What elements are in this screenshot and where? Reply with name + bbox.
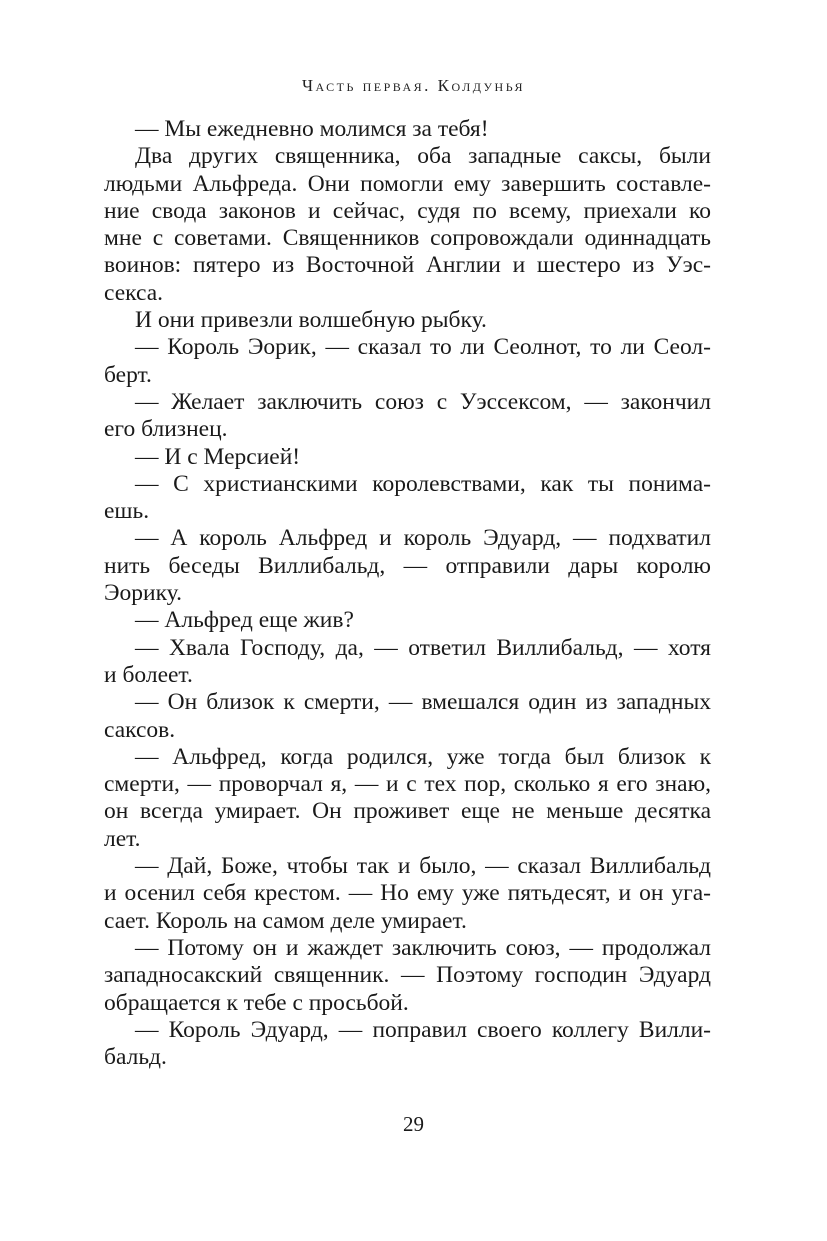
paragraph — [104, 635, 711, 690]
text-line: его близнец. — [104, 416, 228, 443]
text-line: — Король Эорик, — сказал то ли Сеолнот, то ли Сеол- — [135, 334, 711, 361]
text-line: Два других священника, оба западные саксы, были — [135, 143, 711, 170]
text-line: воинов: пятеро из Восточной Англии и шестеро из Уэс- — [104, 252, 711, 279]
paragraph — [104, 853, 711, 935]
paragraph — [104, 334, 711, 389]
paragraph — [104, 389, 711, 444]
text-line: саксов. — [104, 716, 176, 743]
text-line: лет. — [104, 825, 141, 852]
text-line: и болеет. — [104, 661, 193, 688]
text-line: ние свода законов и сейчас, судя по всему, приехали ко — [104, 197, 711, 224]
text-line: нить беседы Виллибальд, — отправили дары королю — [104, 552, 711, 579]
text-line: сает. Король на самом деле умирает. — [104, 907, 467, 934]
paragraph — [104, 444, 711, 471]
paragraph — [104, 1017, 711, 1072]
running-head: Часть первая. Колдунья — [302, 76, 525, 95]
paragraph — [104, 116, 711, 143]
text-line: — Мы ежедневно молимся за тебя! — [135, 116, 489, 142]
text-line: он всегда умирает. Он проживет еще не меньше десятка — [104, 798, 711, 825]
text-line: — Хвала Господу, да, — ответил Виллибальд, — хотя — [135, 634, 711, 661]
text-line: мне с советами. Священников сопровождали одиннадцать — [104, 225, 711, 252]
text-line: смерти, — проворчал я, — и с тех пор, сколько я его знаю, — [104, 771, 711, 798]
text-line: — Король Эдуард, — поправил своего коллегу Вилли- — [135, 1016, 711, 1043]
page-number: 29 — [403, 1112, 424, 1136]
text-line: секса. — [104, 279, 164, 306]
paragraph — [104, 143, 711, 307]
paragraph — [104, 935, 711, 1017]
text-line: — Желает заключить союз с Уэссексом, — закончил — [135, 388, 711, 415]
text-line: ешь. — [104, 498, 150, 525]
paragraph — [104, 307, 711, 334]
text-line: И они привезли волшебную рыбку. — [135, 307, 487, 334]
text-line: бальд. — [104, 1044, 167, 1071]
paragraph — [104, 689, 711, 744]
text-line: — Он близок к смерти, — вмешался один из западных — [135, 689, 711, 716]
body-text — [104, 116, 711, 1071]
text-line: Эорику. — [104, 580, 182, 607]
paragraph — [104, 607, 711, 634]
text-line: — С христианскими королевствами, как ты понима- — [135, 470, 711, 497]
text-line: — Альфред еще жив? — [135, 607, 354, 634]
text-line: и осенил себя крестом. — Но ему уже пятьдесят, и он уга- — [104, 880, 711, 907]
text-line: — А король Альфред и король Эдуард, — подхватил — [135, 525, 711, 552]
paragraph — [104, 525, 711, 607]
text-line: людьми Альфреда. Они помогли ему завершить составле- — [104, 170, 711, 197]
text-line: обращается к тебе с просьбой. — [104, 989, 409, 1016]
paragraph — [104, 471, 711, 526]
text-line: — Дай, Боже, чтобы так и было, — сказал Виллибальд — [135, 853, 711, 880]
text-line: западносакский священник. — Поэтому господин Эдуард — [104, 962, 711, 989]
text-line: — Потому он и жаждет заключить союз, — продолжал — [135, 934, 711, 961]
text-line: — И с Мерсией! — [135, 443, 301, 470]
text-line: — Альфред, когда родился, уже тогда был близок к — [135, 743, 711, 770]
paragraph — [104, 744, 711, 853]
text-line: берт. — [104, 361, 152, 388]
